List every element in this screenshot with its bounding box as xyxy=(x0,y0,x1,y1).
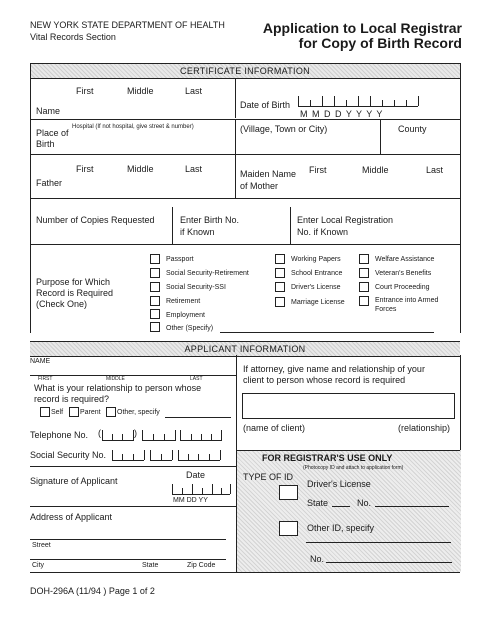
other-purpose-line[interactable] xyxy=(220,332,434,333)
divider xyxy=(235,119,236,154)
registrar-no-line[interactable] xyxy=(375,506,449,507)
divider xyxy=(236,450,460,451)
county-label: County xyxy=(398,124,427,134)
divider xyxy=(290,207,291,244)
applicant-last-label: LAST xyxy=(190,376,203,382)
ss-ssi-checkbox[interactable] xyxy=(150,282,160,292)
client-box[interactable] xyxy=(242,393,455,419)
relationship-label-2: record is required? xyxy=(34,394,110,404)
marriage-license-label: Marriage License xyxy=(291,299,345,306)
hospital-label: Hospital (If not hospital, give street & number) xyxy=(72,124,194,130)
other-relationship-line[interactable] xyxy=(165,417,231,418)
parent-label: Parent xyxy=(80,409,101,416)
applicant-first-label: FIRST xyxy=(38,376,53,382)
birth-no-label-1: Enter Birth No. xyxy=(180,215,240,225)
form-title-line2: for Copy of Birth Record xyxy=(298,35,462,51)
other-purpose-checkbox[interactable] xyxy=(150,322,160,332)
other-id-box[interactable] xyxy=(279,521,298,536)
divider xyxy=(30,119,460,120)
relationship-label-1: What is your relationship to person whose xyxy=(34,383,202,393)
other-relationship-label: Other, specify xyxy=(117,409,160,416)
section-name: Vital Records Section xyxy=(30,32,116,42)
dob-format: M M D D Y Y Y Y xyxy=(300,109,384,119)
other-relationship-checkbox[interactable] xyxy=(106,407,116,417)
armed-forces-label-1: Entrance into Armed xyxy=(375,297,439,304)
city-label: City xyxy=(32,562,45,569)
address-label: Address of Applicant xyxy=(30,512,113,522)
dob-label: Date of Birth xyxy=(240,100,291,110)
veterans-checkbox[interactable] xyxy=(359,268,369,278)
drivers-id-label: Driver's License xyxy=(307,479,371,489)
attorney-label-1: If attorney, give name and relationship of your xyxy=(243,364,425,374)
divider xyxy=(235,78,236,118)
name-label: Name xyxy=(36,106,61,116)
employment-checkbox[interactable] xyxy=(150,309,160,319)
name-last-label: Last xyxy=(185,86,203,96)
divider xyxy=(235,154,236,198)
employment-label: Employment xyxy=(166,312,205,319)
applicant-info-title: APPLICANT INFORMATION xyxy=(184,344,306,354)
village-label: (Village, Town or City) xyxy=(240,124,328,134)
divider xyxy=(172,207,173,244)
maiden-label-1: Maiden Name xyxy=(240,169,297,179)
divider xyxy=(30,506,236,507)
other-id-line[interactable] xyxy=(306,542,451,543)
name-middle-label: Middle xyxy=(127,86,154,96)
street-line[interactable] xyxy=(30,559,226,560)
local-reg-label-2: No. if Known xyxy=(297,227,349,237)
self-checkbox[interactable] xyxy=(40,407,50,417)
divider xyxy=(380,119,381,154)
street-label: Street xyxy=(32,542,51,549)
working-papers-label: Working Papers xyxy=(291,256,341,263)
drivers-id-box[interactable] xyxy=(279,485,298,500)
school-entrance-label: School Entrance xyxy=(291,270,343,277)
divider xyxy=(30,466,236,467)
registrar-no-label: No. xyxy=(357,498,372,508)
purpose-label-1: Purpose for Which xyxy=(36,277,111,287)
registrar-no2-line[interactable] xyxy=(326,562,452,563)
divider xyxy=(30,154,460,155)
telephone-label: Telephone No. xyxy=(30,430,89,440)
purpose-label-2: Record is Required xyxy=(36,288,114,298)
drivers-license-checkbox[interactable] xyxy=(275,282,285,292)
drivers-license-label: Driver's License xyxy=(291,284,341,291)
date-label: Date xyxy=(186,470,206,480)
divider xyxy=(30,244,460,245)
relationship-field-label: (relationship) xyxy=(398,423,451,433)
registrar-no2-label: No. xyxy=(310,554,325,564)
frame-right xyxy=(460,63,461,333)
father-first-label: First xyxy=(76,164,94,174)
form-title-line1: Application to Local Registrar xyxy=(262,20,462,36)
divider xyxy=(30,198,460,199)
applicant-name-line[interactable] xyxy=(30,375,236,376)
retirement-checkbox[interactable] xyxy=(150,296,160,306)
certificate-info-title: CERTIFICATE INFORMATION xyxy=(180,66,310,76)
armed-forces-checkbox[interactable] xyxy=(359,296,369,306)
ss-retirement-label: Social Security-Retirement xyxy=(166,270,249,277)
place-label-1: Place of xyxy=(36,128,69,138)
applicant-middle-label: MIDDLE xyxy=(106,376,125,382)
registrar-title: FOR REGISTRAR'S USE ONLY xyxy=(262,453,393,463)
copies-label: Number of Copies Requested xyxy=(36,215,155,225)
father-label: Father xyxy=(36,178,63,188)
registrar-state-line[interactable] xyxy=(332,506,350,507)
certificate-info-band xyxy=(30,63,460,79)
armed-forces-label-2: Forces xyxy=(375,306,397,313)
welfare-label: Welfare Assistance xyxy=(375,256,435,263)
type-of-id-label: TYPE OF ID xyxy=(243,472,294,482)
marriage-license-checkbox[interactable] xyxy=(275,297,285,307)
state-label: State xyxy=(142,562,159,569)
attorney-label-2: client to person whose record is required xyxy=(243,375,406,385)
purpose-label-3: (Check One) xyxy=(36,299,88,309)
ss-retirement-checkbox[interactable] xyxy=(150,268,160,278)
applicant-info-band xyxy=(30,341,460,357)
address-line[interactable] xyxy=(30,539,226,540)
welfare-checkbox[interactable] xyxy=(359,254,369,264)
ssn-label: Social Security No. xyxy=(30,450,107,460)
applicant-name-label: NAME xyxy=(30,358,51,365)
self-label: Self xyxy=(51,409,64,416)
court-checkbox[interactable] xyxy=(359,282,369,292)
ss-ssi-label: Social Security-SSI xyxy=(166,284,226,291)
father-last-label: Last xyxy=(185,164,203,174)
other-purpose-label: Other (Specify) xyxy=(166,325,214,332)
client-name-label: (name of client) xyxy=(243,423,306,433)
date-format: MM DD YY xyxy=(173,497,208,504)
signature-label: Signature of Applicant xyxy=(30,476,118,486)
department-name: NEW YORK STATE DEPARTMENT OF HEALTH xyxy=(30,20,225,30)
father-middle-label: Middle xyxy=(127,164,154,174)
zip-label: Zip Code xyxy=(187,562,216,569)
mother-first-label: First xyxy=(309,165,327,175)
form-number: DOH-296A (11/94 ) Page 1 of 2 xyxy=(30,586,155,596)
local-reg-label-1: Enter Local Registration xyxy=(297,215,394,225)
parent-checkbox[interactable] xyxy=(69,407,79,417)
court-label: Court Proceeding xyxy=(375,284,430,291)
registrar-state-label: State xyxy=(307,498,329,508)
passport-checkbox[interactable] xyxy=(150,254,160,264)
name-first-label: First xyxy=(76,86,94,96)
registrar-note: (Photocopy ID and attach to application form) xyxy=(303,465,404,471)
birth-no-label-2: if Known xyxy=(180,227,215,237)
veterans-label: Veteran's Benefits xyxy=(375,270,432,277)
working-papers-checkbox[interactable] xyxy=(275,254,285,264)
place-label-2: Birth xyxy=(36,139,55,149)
maiden-label-2: of Mother xyxy=(240,181,279,191)
mother-last-label: Last xyxy=(426,165,444,175)
retirement-label: Retirement xyxy=(166,298,201,305)
other-id-label: Other ID, specify xyxy=(307,523,375,533)
school-entrance-checkbox[interactable] xyxy=(275,268,285,278)
divider xyxy=(30,572,460,573)
passport-label: Passport xyxy=(166,256,194,263)
mother-middle-label: Middle xyxy=(362,165,389,175)
